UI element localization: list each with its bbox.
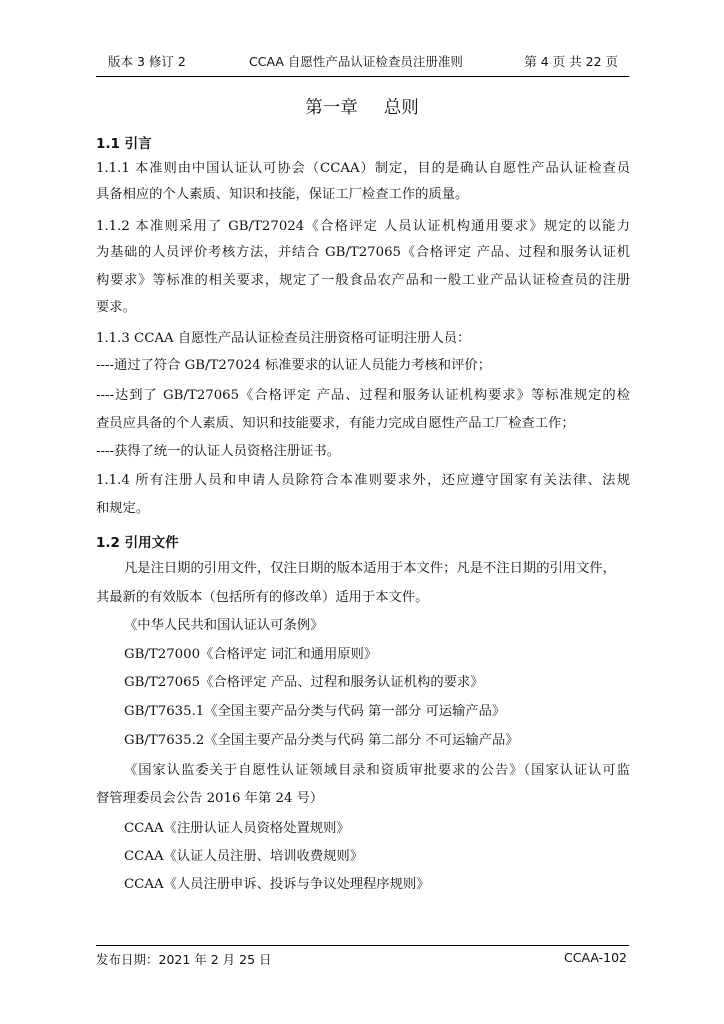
chapter-name: 总则 — [383, 98, 419, 118]
paragraph-line: 凡是注日期的引用文件，仅注日期的版本适用于本文件；凡是不注日期的引用文件， — [124, 561, 616, 576]
chapter-title — [0, 94, 724, 119]
paragraph-line: 其最新的有效版本（包括所有的修改单）适用于本文件。 — [96, 590, 429, 605]
release-date: 发布日期：2021 年 2 月 25 日 — [96, 952, 272, 967]
chapter-number: 第一章 — [305, 98, 358, 118]
document-title: CCAA 自愿性产品认证检查员注册准则 — [249, 54, 463, 69]
paragraph-line: ----获得了统一的认证人员资格注册证书。 — [96, 444, 341, 459]
paragraph-line: 要求。 — [96, 300, 136, 315]
reference-item: 《中华人民共和国认证认可条例》 — [124, 618, 324, 633]
document-code: CCAA-102 — [563, 950, 627, 965]
page-number: 第 4 页 共 22 页 — [524, 54, 618, 69]
reference-item: 《国家认监委关于自愿性认证领域目录和资质审批要求的公告》（国家认证认可监 — [124, 763, 630, 778]
header-divider — [96, 76, 629, 77]
reference-item: GB/T7635.1《全国主要产品分类与代码 第一部分 可运输产品》 — [124, 704, 506, 719]
paragraph-line: 1.1.4 所有注册人员和申请人员除符合本准则要求外，还应遵守国家有关法律、法规 — [96, 473, 630, 488]
page-header — [104, 48, 624, 74]
reference-item: GB/T27065《合格评定 产品、过程和服务认证机构的要求》 — [124, 675, 484, 690]
paragraph-line: ----达到了 GB/T27065《合格评定 产品、过程和服务认证机构要求》等标准规定的检 — [96, 388, 630, 403]
reference-item: CCAA《认证人员注册、培训收费规则》 — [124, 849, 364, 864]
paragraph-line: 具备相应的个人素质、知识和技能，保证工厂检查工作的质量。 — [96, 187, 469, 202]
section-heading-references: 1.2 引用文件 — [96, 535, 179, 551]
version-label: 版本 3 修订 2 — [108, 54, 186, 69]
paragraph-line: ----通过了符合 GB/T27024 标准要求的认证人员能力考核和评价； — [96, 358, 491, 373]
footer-divider — [96, 945, 629, 946]
paragraph-line: 1.1.2 本准则采用了 GB/T27024《合格评定 人员认证机构通用要求》规定的以能力 — [96, 219, 630, 234]
paragraph-line: 为基础的人员评价考核方法，并结合 GB/T27065《合格评定 产品、过程和服务认证机 — [96, 245, 630, 260]
paragraph-line: 构要求》等标准的相关要求，规定了一般食品农产品和一般工业产品认证检查员的注册 — [96, 273, 630, 288]
page-footer — [96, 950, 629, 968]
reference-item: CCAA《注册认证人员资格处置规则》 — [124, 821, 350, 836]
paragraph-line: 1.1.3 CCAA 自愿性产品认证检查员注册资格可证明注册人员： — [96, 331, 471, 346]
paragraph-line: 和规定。 — [96, 501, 150, 516]
section-heading-intro: 1.1 引言 — [96, 136, 152, 152]
reference-item: CCAA《人员注册申诉、投诉与争议处理程序规则》 — [124, 877, 430, 892]
paragraph-line: 1.1.1 本准则由中国认证认可协会（CCAA）制定，目的是确认自愿性产品认证检查员 — [96, 161, 630, 176]
reference-item: 督管理委员会公告 2016 年第 24 号） — [96, 791, 324, 806]
reference-item: GB/T27000《合格评定 词汇和通用原则》 — [124, 647, 378, 662]
reference-item: GB/T7635.2《全国主要产品分类与代码 第二部分 不可运输产品》 — [124, 733, 519, 748]
paragraph-line: 查员应具备的个人素质、知识和技能要求，有能力完成自愿性产品工厂检查工作； — [96, 416, 575, 431]
